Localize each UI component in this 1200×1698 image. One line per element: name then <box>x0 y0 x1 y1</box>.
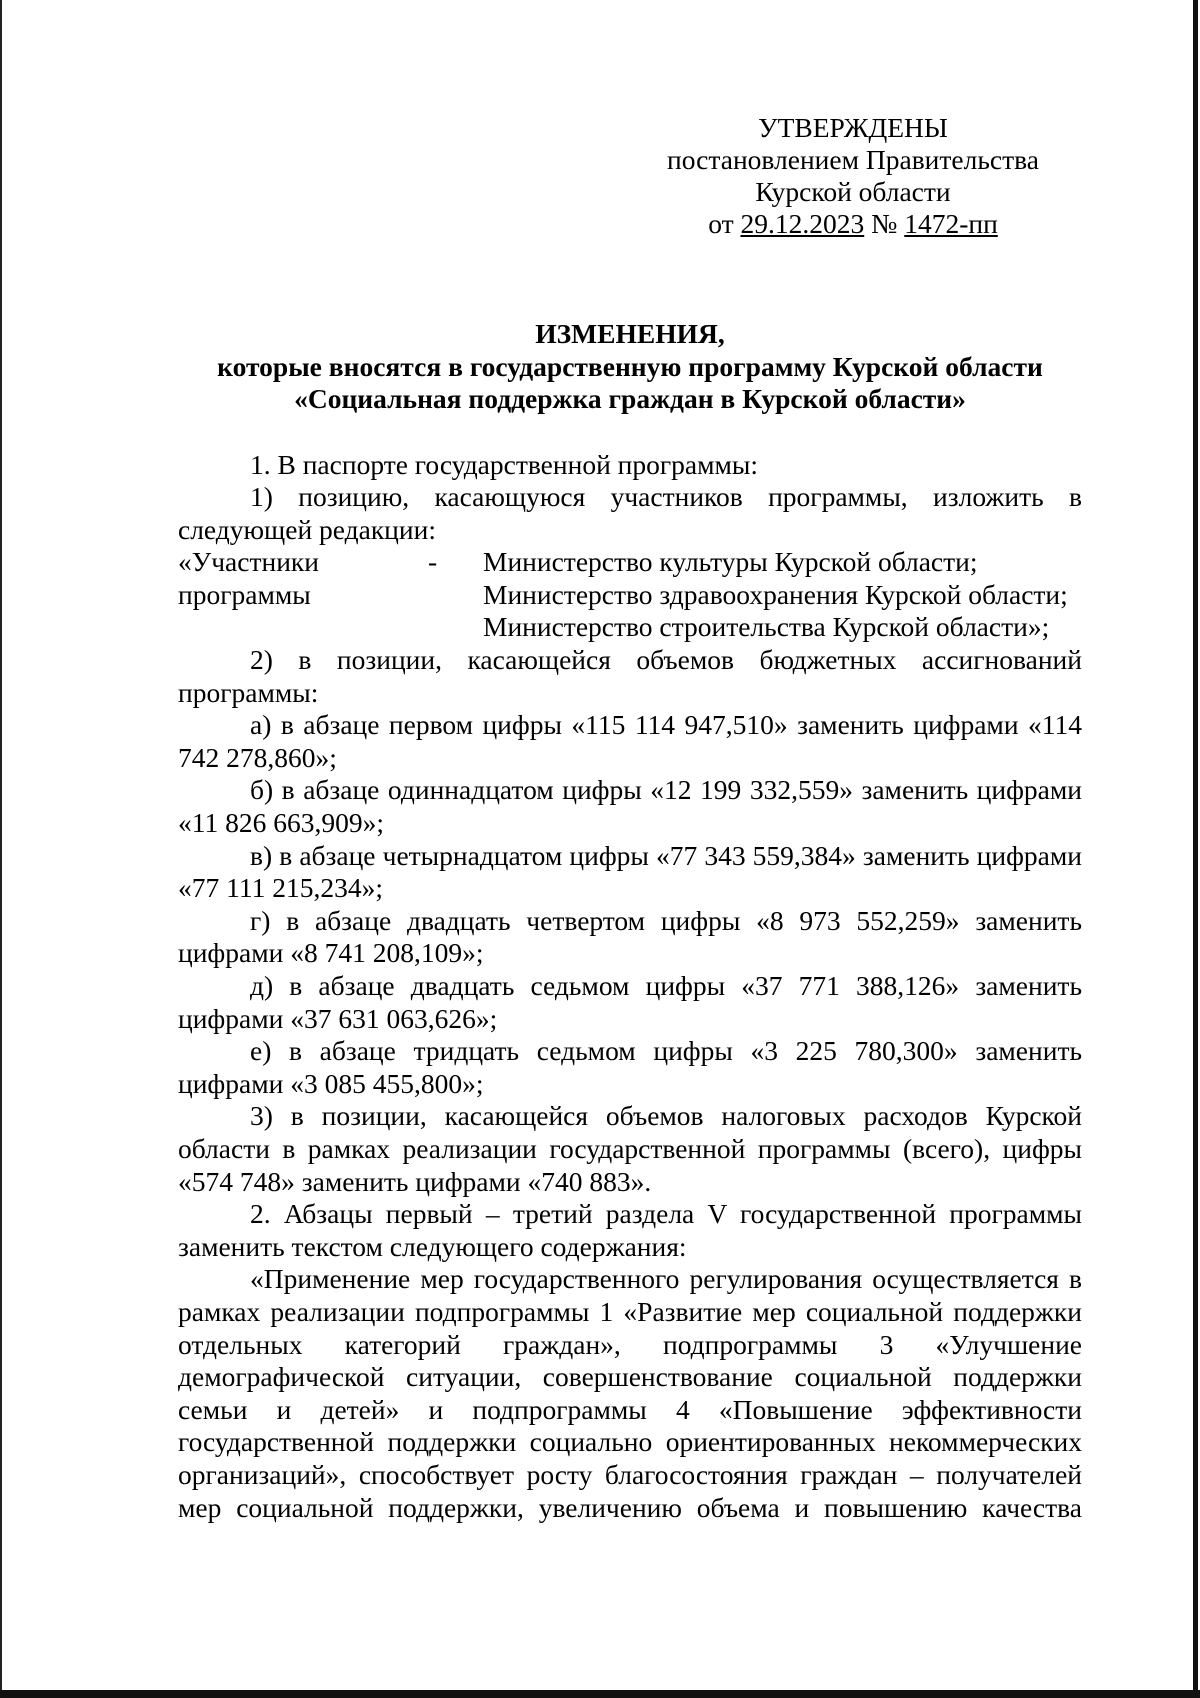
paragraph-2-quote: «Применение мер государственного регулирования осуществляется в рамках реализации подпрограммы 1 «Развитие мер социальной поддержки отдельных категорий граждан», подпрограммы 3 «Улучшение демографической ситуации, совершенствование социальной поддержки семьи и детей» и подпрограммы 4 «Повышение эффективности государственной поддержки социально ориентированных некоммерческих организаций», способствует росту благосостояния граждан – получателей мер социальной поддержки, увеличению объема и повышению качества <box>178 1263 1082 1523</box>
scan-edge-left <box>0 0 2 1698</box>
approval-heading: УТВЕРЖДЕНЫ <box>758 112 948 143</box>
document-content <box>178 112 1082 1524</box>
participants-label-line-1: «Участники <box>178 546 319 578</box>
document-title <box>178 318 1082 416</box>
paragraph-2: 2. Абзацы первый – третий раздела V государственной программы заменить текстом следующего содержания: <box>178 1198 1082 1262</box>
paragraph-v: в) в абзаце четырнадцатом цифры «77 343 559,384» заменить цифрами «77 111 215,234»; <box>178 839 1082 904</box>
approval-number: 1472-пп <box>904 208 998 239</box>
approval-date: 29.12.2023 <box>740 208 865 239</box>
participant-item-3: Министерство строительства Курской области»; <box>483 611 1050 643</box>
approval-date-prefix: от <box>708 208 734 239</box>
document-body <box>178 449 1082 1525</box>
paragraph-d: д) в абзаце двадцать седьмом цифры «37 771 388,126» заменить цифрами «37 631 063,626»; <box>178 970 1082 1034</box>
paragraph-1-3: 3) в позиции, касающейся объемов налоговых расходов Курской области в рамках реализации государственной программы (всего), цифры «574 748» заменить цифрами «740 883». <box>178 1100 1082 1197</box>
paragraph-b: б) в абзаце одиннадцатом цифры «12 199 332,559» заменить цифрами «11 826 663,909»; <box>178 774 1082 839</box>
participant-item-2: Министерство здравоохранения Курской области; <box>483 578 1068 610</box>
participants-table <box>178 546 1082 644</box>
scan-edge-right <box>1193 0 1198 1698</box>
title-line-3: «Социальная поддержка граждан в Курской области» <box>294 383 966 414</box>
paragraph-a: а) в абзаце первом цифры «115 114 947,510» заменить цифрами «114 742 278,860»; <box>178 709 1082 773</box>
paragraph-g: г) в абзаце двадцать четвертом цифры «8 973 552,259» заменить цифрами «8 741 208,109»; <box>178 904 1082 969</box>
participants-dash: - <box>428 546 438 578</box>
approval-stamp <box>643 112 1063 240</box>
paragraph-1: 1. В паспорте государственной программы: <box>250 448 759 480</box>
approval-line-1: постановлением Правительства <box>667 144 1039 175</box>
approval-date-line <box>643 208 1063 240</box>
paragraph-1-1: 1) позицию, касающуюся участников программы, изложить в следующей редакции: <box>178 481 1082 545</box>
title-line-1: ИЗМЕНЕНИЯ, <box>535 318 725 349</box>
approval-line-2: Курской области <box>755 176 951 207</box>
title-line-2: которые вносятся в государственную программу Курской области <box>217 350 1043 382</box>
participants-label-line-2: программы <box>178 578 311 610</box>
participant-item-1: Министерство культуры Курской области; <box>483 546 978 578</box>
approval-number-sign: № <box>871 208 898 239</box>
scan-edge-bottom <box>0 1690 1200 1698</box>
paragraph-e: е) в абзаце тридцать седьмом цифры «3 225 780,300» заменить цифрами «3 085 455,800»; <box>178 1035 1082 1099</box>
paragraph-1-2: 2) в позиции, касающейся объемов бюджетных ассигнований программы: <box>178 644 1082 708</box>
